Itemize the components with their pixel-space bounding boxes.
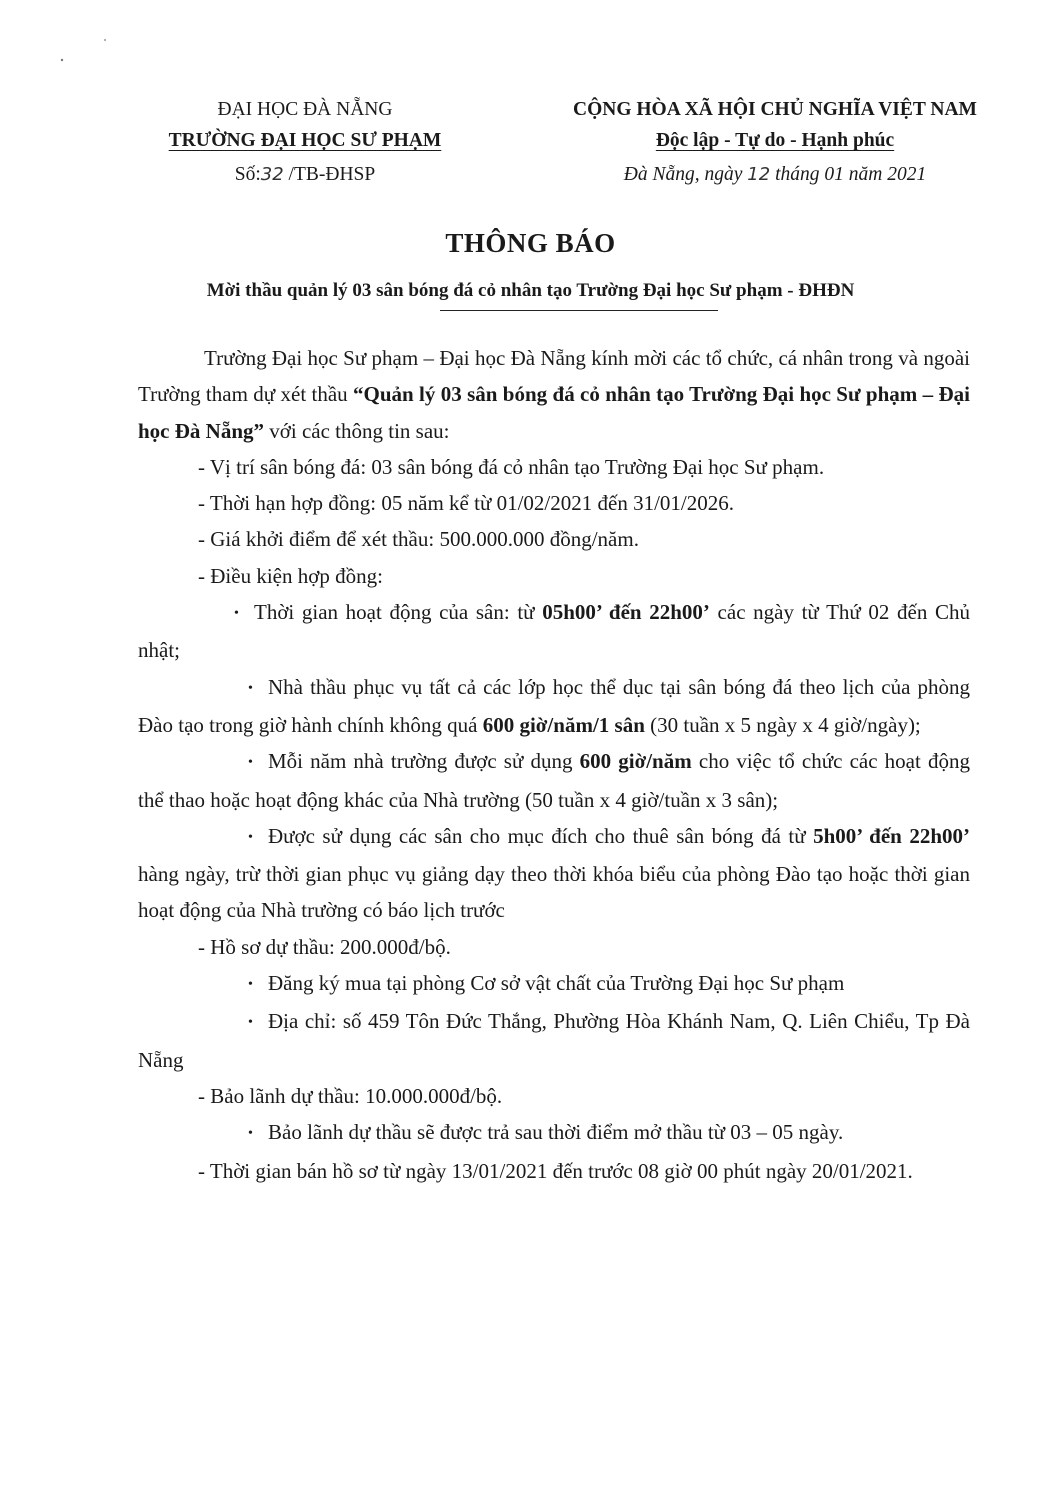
bullet-icon: • xyxy=(248,977,253,993)
condition-bold: 600 giờ/năm/1 sân xyxy=(482,712,645,737)
condition-text: cho việc tổ chức các hoạt động thể thao hoặc hoạt động khác của Nhà trường (50 tuần x 4 giờ/tuần x 3 sân); xyxy=(138,749,970,812)
document-subtitle: Mời thầu quản lý 03 sân bóng đá cỏ nhân tạo Trường Đại học Sư phạm - ĐHĐN xyxy=(206,280,855,301)
condition-text: (30 tuần x 5 ngày x 4 giờ/ngày); xyxy=(644,712,921,737)
date-prefix: Đà Nẵng, ngày xyxy=(623,164,743,185)
condition-text: các ngày từ Thứ 02 đến Chủ nhật; xyxy=(138,600,970,663)
sale-period-line: - Thời gian bán hồ sơ từ ngày 13/01/2021 đến trước 08 giờ 00 phút ngày 20/01/2021. xyxy=(198,1158,913,1183)
term-line: - Thời hạn hợp đồng: 05 năm kể từ 01/02/2021 đến 31/01/2026. xyxy=(198,491,734,516)
dossier-line: - Hồ sơ dự thầu: 200.000đ/bộ. xyxy=(198,934,451,959)
org-parent: ĐẠI HỌC ĐÀ NẴNG xyxy=(217,99,393,120)
guarantee-text: Bảo lãnh dự thầu sẽ được trả sau thời điểm mở thầu từ 03 – 05 ngày. xyxy=(268,1120,844,1145)
bullet-icon: • xyxy=(248,829,253,845)
condition-text: hàng ngày, trừ thời gian phục vụ giảng dạy theo thời khóa biểu của phòng Đào tạo hoặc thời gian hoạt động của Nhà trường có báo lịch trước xyxy=(138,862,970,923)
conditions-heading: - Điều kiện hợp đồng: xyxy=(198,563,383,588)
condition-text: Nhà thầu phục vụ tất cả các lớp học thể dục tại sân bóng đá theo lịch của phòng Đào tạo trong giờ hành chính không quá xyxy=(138,674,970,737)
dossier-text: Đăng ký mua tại phòng Cơ sở vật chất của Trường Đại học Sư phạm xyxy=(268,971,845,996)
bullet-icon: • xyxy=(248,1126,253,1142)
bullet-icon: • xyxy=(248,755,253,771)
country-name: CỘNG HÒA XÃ HỘI CHỦ NGHĨA VIỆT NAM xyxy=(573,99,977,120)
condition-text: Thời gian hoạt động của sân: từ xyxy=(254,600,543,625)
doc-number-suffix: /TB-ĐHSP xyxy=(288,164,376,185)
bullet-icon: • xyxy=(234,606,239,622)
date-day: 12 xyxy=(747,164,771,185)
condition-bold: 600 giờ/năm xyxy=(579,749,692,774)
doc-number-value: 32 xyxy=(260,164,284,185)
condition-text: Mỗi năm nhà trường được sử dụng xyxy=(268,749,580,774)
intro-text-1: Trường Đại học Sư phạm – Đại học Đà Nẵng kính mời các tổ chức, cá nhân trong và ngoài Trường tham dự xét thầu xyxy=(138,346,970,407)
document-title: THÔNG BÁO xyxy=(445,228,616,258)
bullet-icon: • xyxy=(248,680,253,696)
org-name-text: TRƯỜNG ĐẠI HỌC SƯ PHẠM xyxy=(168,130,442,151)
bullet-icon: • xyxy=(248,1015,253,1031)
condition-text: Được sử dụng các sân cho mục đích cho thuê sân bóng đá từ xyxy=(268,823,814,848)
scan-speck xyxy=(61,59,63,61)
intro-text-2: với các thông tin sau: xyxy=(264,418,450,443)
condition-bold: 05h00’ đến 22h00’ xyxy=(542,600,710,625)
price-line: - Giá khởi điểm để xét thầu: 500.000.000 đồng/năm. xyxy=(198,527,639,552)
location-line: - Vị trí sân bóng đá: 03 sân bóng đá cỏ nhân tạo Trường Đại học Sư phạm. xyxy=(198,454,825,479)
motto-text: Độc lập - Tự do - Hạnh phúc xyxy=(655,130,895,151)
scan-speck xyxy=(104,39,106,41)
intro-bold-title: “Quản lý 03 sân bóng đá cỏ nhân tạo Trường Đại học Sư phạm – Đại học Đà Nẵng” xyxy=(138,382,970,443)
condition-bold: 5h00’ đến 22h00’ xyxy=(813,823,971,848)
doc-number-label: Số: xyxy=(234,164,261,185)
guarantee-line: - Bảo lãnh dự thầu: 10.000.000đ/bộ. xyxy=(198,1083,503,1108)
date-suffix: tháng 01 năm 2021 xyxy=(775,164,927,185)
dossier-address: Địa chỉ: số 459 Tôn Đức Thắng, Phường Hòa Khánh Nam, Q. Liên Chiểu, Tp Đà Nẵng xyxy=(138,1009,970,1072)
